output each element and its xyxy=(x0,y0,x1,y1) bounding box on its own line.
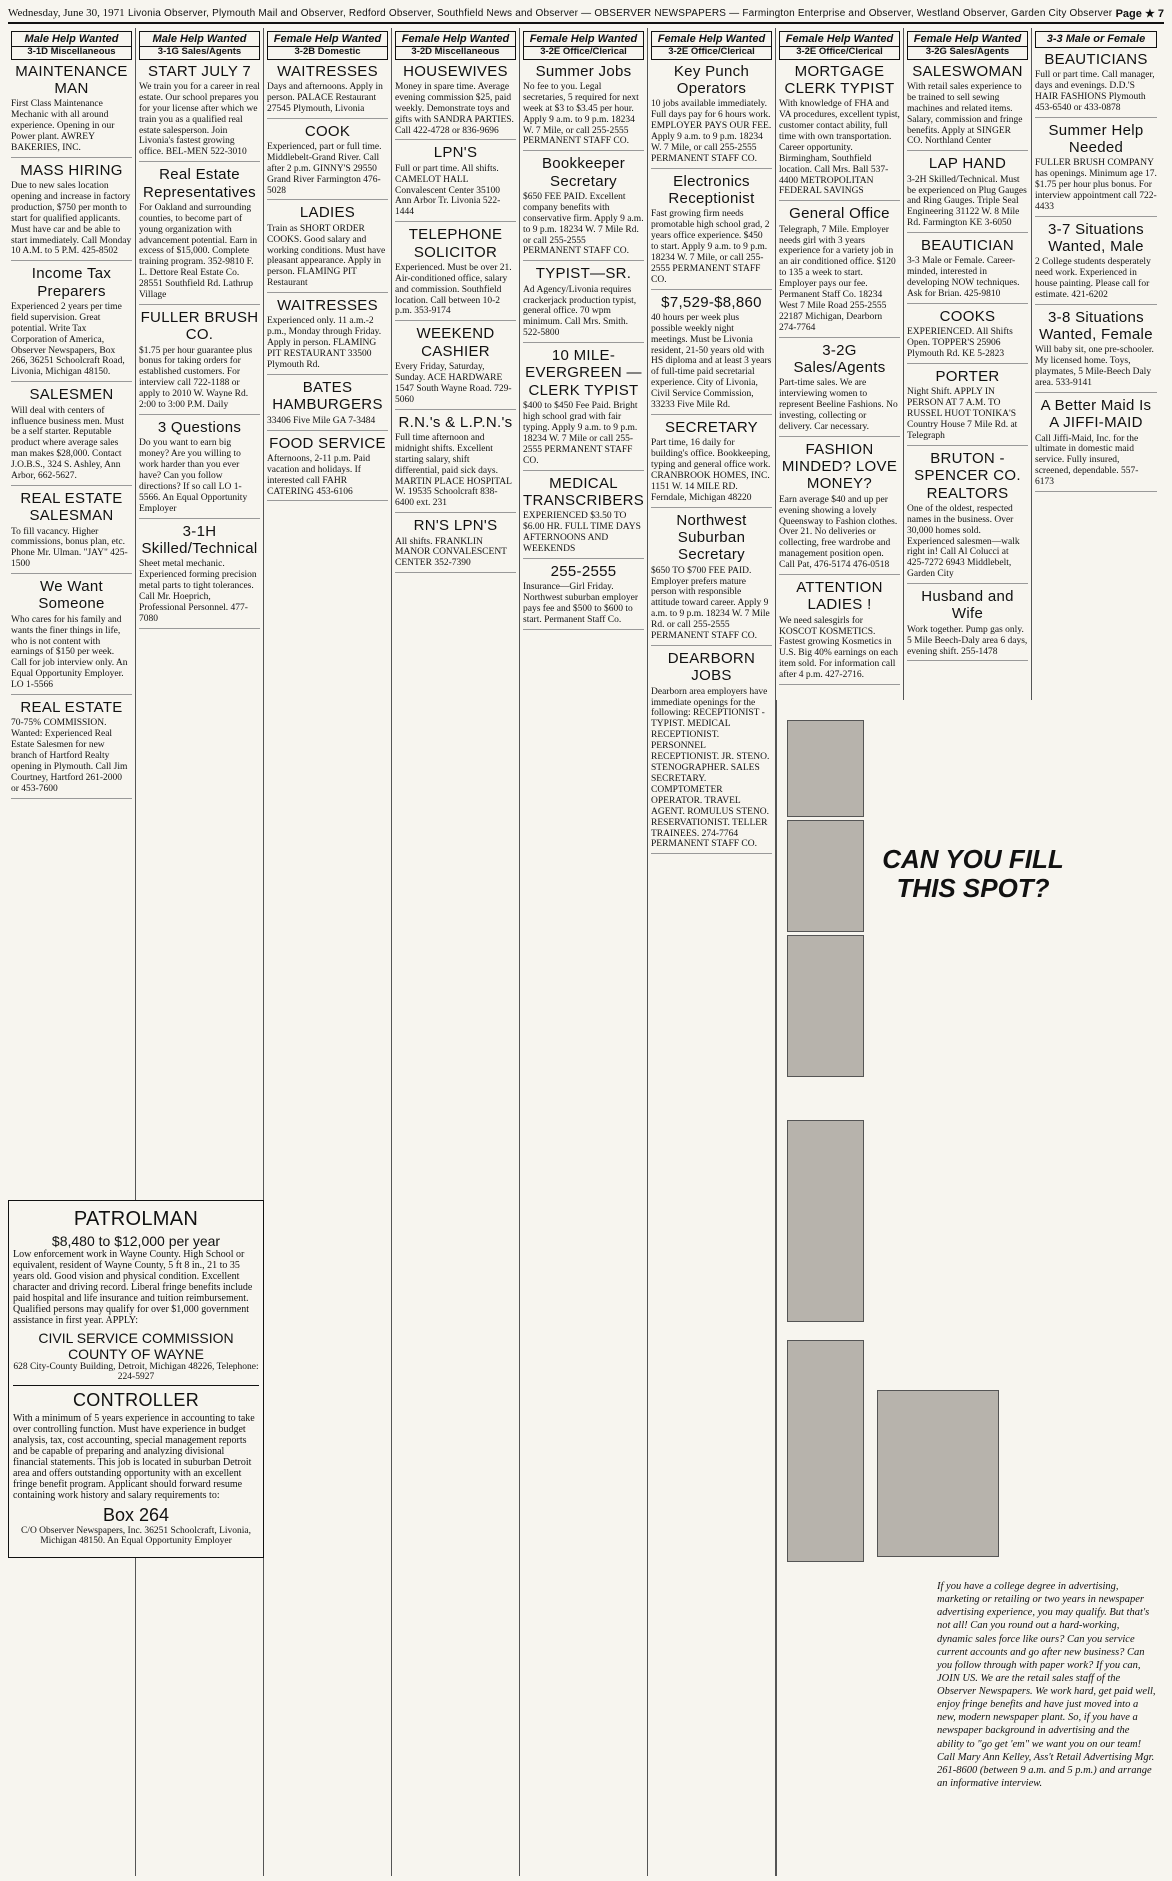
ad-heading: Northwest Suburban Secretary xyxy=(676,511,747,564)
classified-ad xyxy=(11,386,132,486)
classified-ad xyxy=(395,325,516,409)
classified-ad xyxy=(523,63,644,152)
ad-heading: REAL ESTATE SALESMAN xyxy=(20,490,123,525)
ad-heading: MORTGAGE CLERK TYPIST xyxy=(784,62,895,97)
ad-heading: FULLER BRUSH CO. xyxy=(140,309,259,344)
ad-heading: 3-1H Skilled/Technical xyxy=(141,522,258,558)
classified-ad xyxy=(779,63,900,202)
classified-ad xyxy=(651,419,772,508)
ad-heading: LAP HAND xyxy=(928,155,1007,173)
classified-ad xyxy=(139,523,260,629)
classified-ad xyxy=(1035,51,1157,118)
ad-heading: Summer Help Needed xyxy=(1048,121,1144,156)
patrolman-heading: PATROLMAN xyxy=(73,1208,199,1230)
category-subtitle: 3-2G Sales/Agents xyxy=(908,46,1027,58)
publication-title: Livonia Observer, Plymouth Mail and Observer, Redford Observer, Southfield News and Observer — OBSERVER NEWSPAPERS — Farmington Enterprise and Observer, Westland Observer, Garden City Observer xyxy=(127,7,1113,19)
category-header xyxy=(907,31,1028,60)
ad-text: Full or part time. All shifts. CAMELOT HALL Convalescent Center 35100 Ann Arbor Tr. Livonia 522-1444 xyxy=(395,163,501,218)
ad-text: FULLER BRUSH COMPANY has openings. Minimum age 17. $1.75 per hour plus bonus. For interview appointment call 722-4433 xyxy=(1035,158,1157,212)
issue-date: Wednesday, June 30, 1971 xyxy=(8,7,125,19)
ad-text: 10 jobs available immediately. Full days pay for 6 hours work. EMPLOYER PAYS OUR FEE. Apply 9 a.m. to 9 p.m. 18234 W. 7 Mile, or call 255-2555 PERMANENT STAFF CO. xyxy=(651,99,772,164)
ad-heading: TYPIST—SR. xyxy=(535,265,632,283)
ad-text: With knowledge of FHA and VA procedures, excellent typist, customer contact ability, full time with own transportation. Career opportunity. Birmingham, Southfield location. Call Mrs. Ball 537-4400 METROPOLITAN FEDERAL SAVINGS xyxy=(779,99,900,197)
classified-ad xyxy=(523,155,644,261)
photo-woman-laughing xyxy=(877,1390,999,1557)
ad-heading: WAITRESSES xyxy=(277,297,378,315)
ad-heading: DEARBORN JOBS xyxy=(667,650,756,685)
patrolman-salary: $8,480 to $12,000 per year xyxy=(51,1233,221,1249)
photo-man-portrait xyxy=(787,935,864,1077)
ad-heading: 3-7 Situations Wanted, Male xyxy=(1048,220,1144,255)
category-title: Male Help Wanted xyxy=(24,33,119,45)
controller-heading: CONTROLLER xyxy=(72,1390,200,1410)
classified-ad xyxy=(395,144,516,222)
classified-ad xyxy=(523,563,644,630)
ad-text: We train you for a career in real estate. Our school prepares you for your license after which we train you as a qualified real estate salesperson. Join Livonia's fastest growing office. BEL-MEN 522-3010 xyxy=(139,81,260,158)
category-header xyxy=(11,31,132,60)
category-header xyxy=(1035,31,1157,48)
ad-text: For Oakland and surrounding counties, to become part of young organization with advancement potential. Earn in excess of $15,000. Complete training program. 352-9810 F. L. Dettore Real Estate Co. 28551 Southfield Rd. Lathrup Village xyxy=(139,202,258,301)
classified-column xyxy=(264,28,392,1876)
classified-ad xyxy=(267,297,388,375)
ad-heading: HOUSEWIVES xyxy=(403,62,508,80)
classified-ad xyxy=(651,512,772,646)
ad-heading: Key Punch Operators xyxy=(673,62,750,97)
classified-ad xyxy=(907,63,1028,152)
category-header xyxy=(651,31,772,60)
classified-ad xyxy=(139,419,260,519)
patrolman-text: Low enforcement work in Wayne County. High School or equivalent, resident of Wayne County, 5 ft 8 in., 21 to 35 years old. Good vision and physical condition. Excellent character and driving record. Liberal fringe benefits include paid hospital and life insurance and tuition reimbursement. Qualified persons may qualify for over $1,000 government assistance in first year. APPLY: xyxy=(13,1249,253,1326)
ad-text: One of the oldest, respected names in the business. Over 30,000 homes sold. Experienced salesmen—walk right in! Call Al Colucci at 425-7272 6943 Middlebelt, Garden City xyxy=(907,503,1020,580)
classified-column xyxy=(392,28,520,1876)
ad-text: Part time, 16 daily for building's office. Bookkeeping, typing and general office work. CRANBROOK HOMES, INC. 1151 W. 14 MILE RD. Ferndale, Michigan 48220 xyxy=(651,438,771,503)
ad-text: Experienced, part or full time. Middlebelt-Grand River. Call after 2 p.m. GINNY'S 29550 Grand River Farmington 476-5028 xyxy=(267,141,382,196)
classified-ad xyxy=(11,699,132,799)
category-subtitle: 3-1G Sales/Agents xyxy=(140,46,259,58)
ad-text: Work together. Pump gas only. 5 Mile Beech-Daly area 6 days, evening shift. 255-1478 xyxy=(907,624,1028,657)
category-subtitle: 3-2B Domestic xyxy=(268,46,387,58)
photo-woman-smiling xyxy=(787,820,864,932)
ad-text: Due to new sales location opening and increase in factory production, $750 per month to start for qualified applicants. Must have car and be able to start immediately. Call Monday 10 A.M. to 5 P.M. 425-8502 xyxy=(11,180,132,257)
masthead xyxy=(8,4,1164,24)
ad-heading: WAITRESSES xyxy=(277,62,378,80)
ad-text: Every Friday, Saturday, Sunday. ACE HARDWARE 1547 South Wayne Road. 729-5060 xyxy=(395,361,512,405)
classified-ad xyxy=(907,588,1028,661)
category-header xyxy=(779,31,900,60)
ad-text: Full or part time. Call manager, days and evenings. D.D.'S HAIR FASHIONS Plymouth 453-6540 or 433-0878 xyxy=(1035,69,1155,113)
ad-heading: Real Estate Representatives xyxy=(143,166,256,201)
category-title: Female Help Wanted xyxy=(529,33,638,45)
ad-heading: COOK xyxy=(304,122,351,140)
category-header xyxy=(395,31,516,60)
photo-man-glasses xyxy=(787,1120,864,1322)
ad-text: All shifts. FRANKLIN MANOR CONVALESCENT CENTER 352-7390 xyxy=(395,536,507,569)
ad-heading: BEAUTICIANS xyxy=(1044,50,1148,68)
classified-ad xyxy=(523,347,644,470)
classified-ad xyxy=(1035,122,1157,217)
ad-heading: START JULY 7 xyxy=(147,62,252,80)
ad-heading: FOOD SERVICE xyxy=(269,434,386,452)
ad-heading: WEEKEND CASHIER xyxy=(416,325,495,360)
ad-text: Will baby sit, one pre-schooler. My licensed home. Toys, playmates, 5 Mile-Beech Daly area. 533-9141 xyxy=(1035,345,1154,389)
ad-heading: General Office xyxy=(789,205,890,223)
ad-text: 33406 Five Mile GA 7-3484 xyxy=(267,415,376,426)
classified-ad xyxy=(1035,397,1157,492)
category-header xyxy=(267,31,388,60)
ad-text: Experienced 2 years per time field supervision. Great potential. Write Tax Corporation of America, Observer Newspapers, Box 266, 36251 Schoolcraft Road, Livonia, Michigan 48150. xyxy=(11,301,125,378)
classified-ad xyxy=(139,166,260,305)
ad-text: 3-2H Skilled/Technical. Must be experienced on Plug Gauges and Ring Gauges. Triple Seal Engineering 31122 W. 8 Mile Rd. Farmington KE 3-6050 xyxy=(907,174,1027,229)
ad-text: 3-3 Male or Female. Career-minded, interested in developing NOW techniques. Ask for Brian. 425-9810 xyxy=(907,256,1020,300)
ad-text: EXPERIENCED. All Shifts Open. TOPPER'S 25906 Plymouth Rd. KE 5-2823 xyxy=(907,327,1013,360)
ad-text: $650 FEE PAID. Excellent company benefits with conservative firm. Apply 9 a.m. to 9 p.m. 18234 W. 7 Mile Rd. or call 255-2555 PERMANENT STAFF CO. xyxy=(523,191,644,257)
ad-heading: REAL ESTATE xyxy=(20,699,123,717)
ad-text: Call Jiffi-Maid, Inc. for the ultimate in domestic maid service. Fully insured, screened, dependable. 557-6173 xyxy=(1035,433,1139,488)
ad-heading: LPN'S xyxy=(433,144,478,162)
classified-ad xyxy=(651,173,772,290)
classified-ad xyxy=(267,379,388,430)
classified-ad xyxy=(907,368,1028,446)
callout-question: CAN YOU FILL THIS SPOT? xyxy=(882,844,1064,903)
callout-blurb: If you have a college degree in advertising, marketing or retailing or two years in newspaper advertising experience, you may qualify. But that's not all! Can you round out a hard-working, dynamic sales force like ours? Can you service current accounts and go after new business? Can you follow through with paper work? If you can, JOIN US. We are the retail sales staff of the Observer Newspapers. We work hard, get paid well, enjoy fringe benefits and have just moved into a new, modern newspaper plant. So, if you have a newspaper background in advertising and the ability to "go get 'em" we want you on our team! Call Mary Ann Kelley, Ass't Retail Advertising Mgr. 261-8600 (between 9 a.m. and 5 p.m.) and arrange an informative interview. xyxy=(937,1581,1156,1789)
ad-text: To fill vacancy. Higher commissions, bonus plan, etc. Phone Mr. Ulman. "JAY" 425-1500 xyxy=(11,526,128,570)
classified-ad xyxy=(395,226,516,321)
patrolman-ad xyxy=(13,1208,259,1386)
classified-ad xyxy=(907,237,1028,304)
ad-text: Night Shift. APPLY IN PERSON AT 7 A.M. TO RUSSEL HUOT TONIKA'S Country House 7 Mile Rd. at Telegraph xyxy=(907,387,1018,442)
category-title: 3-3 Male or Female xyxy=(1046,33,1146,45)
ad-text: 2 College students desperately need work. Experienced in house painting. Please call for estimate. 421-6202 xyxy=(1035,257,1151,300)
classified-ad xyxy=(139,63,260,163)
ad-heading: TELEPHONE SOLICITOR xyxy=(408,226,503,261)
ad-text: Part-time sales. We are interviewing women to represent Beeline Fashions. No investing, collecting or delivery. Car necessary. xyxy=(779,378,898,433)
classified-ad xyxy=(267,435,388,502)
ad-heading: Husband and Wife xyxy=(921,588,1014,623)
ad-text: Ad Agency/Livonia requires crackerjack production typist, general office. 70 wpm minimum. Call Mrs. Smith. 522-5800 xyxy=(523,284,637,339)
ad-text: Who cares for his family and wants the finer things in life, who is not content with earnings of $150 per week. Call for job interview only. An Equal Opportunity Employer. LO 1-5566 xyxy=(11,614,128,691)
category-subtitle: 3-2E Office/Clerical xyxy=(780,46,899,58)
ad-text: No fee to you. Legal secretaries, 5 required for next week at $3 to $3.45 per hour. Apply 9 a.m. to 9 p.m. 18234 W. 7 Mile, or call 255-2555 PERMANENT STAFF CO. xyxy=(523,81,639,147)
ad-heading: Bookkeeper Secretary xyxy=(541,155,626,190)
classified-column xyxy=(8,28,136,1876)
classified-ad xyxy=(651,63,772,169)
category-title: Female Help Wanted xyxy=(913,33,1022,45)
ad-heading: 10 MILE-EVERGREEN —CLERK TYPIST xyxy=(525,347,642,399)
ad-text: Dearborn area employers have immediate openings for the following: RECEPTIONIST - TYPIST. MEDICAL RECEPTIONIST. PERSONNEL RECEPTIONIST. JR. STENO. STENOGRAPHER. SALES SECRETARY. COMPTOMETER OPERATOR. TRAVEL AGENT. ROMULUS STENO. RESERVATIONIST. TELLER TRAINEES. 274-7764 PERMANENT STAFF CO. xyxy=(651,686,770,850)
ad-text: Insurance—Girl Friday. Northwest suburban employer pays fee and $500 to $600 to start. Permanent Staff Co. xyxy=(523,581,639,625)
ad-text: 40 hours per week plus possible weekly night meetings. Must be Livonia resident, 21-50 years old with HS diploma and at least 3 years of full-time paid secretarial experience. City of Livonia, Civil Service Commission, 33233 Five Mile Rd. xyxy=(651,312,772,411)
controller-box-address: C/O Observer Newspapers, Inc. 36251 Schoolcraft, Livonia, Michigan 48150. An Equal Opportunity Employer xyxy=(20,1526,252,1546)
ad-text: Telegraph, 7 Mile. Employer needs girl with 3 years experience for a variety job in an air conditioned office. $120 to 135 a week to start. Employer pays our fee. Permanent Staff Co. 18234 West 7 Mile Road 255-2555 22187 Michigan, Dearborn 274-7764 xyxy=(779,224,896,333)
ad-text: $400 to $450 Fee Paid. Bright high school grad with fair typing. Apply 9 a.m. to 9 p.m. 18234 W. 7 Mile or call 255-2555 PERMANENT STAFF CO. xyxy=(523,400,638,466)
classified-ad xyxy=(11,490,132,574)
classified-ad xyxy=(1035,309,1157,393)
ad-text: We need salesgirls for KOSCOT KOSMETICS. Fastest growing Kosmetics in U.S. Big 40% earnings on each item sold. For information call after 4 p.m. 427-2716. xyxy=(779,615,898,681)
ad-heading: 3-2G Sales/Agents xyxy=(793,341,886,377)
category-title: Female Help Wanted xyxy=(785,33,894,45)
commission-address: 628 City-County Building, Detroit, Michigan 48226, Telephone: 224-5927 xyxy=(13,1362,259,1382)
ad-text: EXPERIENCED $3.50 TO $6.00 HR. FULL TIME DAYS AFTERNOONS AND WEEKENDS xyxy=(523,511,641,554)
category-header xyxy=(139,31,260,60)
classified-ad xyxy=(139,309,260,415)
ad-text: Full time afternoon and midnight shifts. Excellent starting salary, shift differential, paid sick days. MARTIN PLACE HOSPITAL W. 19535 Schoolcraft 838-6400 ext. 231 xyxy=(395,432,512,509)
category-title: Female Help Wanted xyxy=(401,33,510,45)
classified-ad xyxy=(779,579,900,685)
ad-heading: SALESWOMAN xyxy=(912,62,1023,80)
ad-text: First Class Maintenance Mechanic with all around experience. Opening in our Power plant. AWREY BAKERIES, INC. xyxy=(11,99,115,153)
classified-ad xyxy=(779,342,900,437)
commission-name: CIVIL SERVICE COMMISSION COUNTY OF WAYNE xyxy=(38,1330,234,1362)
photo-man-older xyxy=(787,1340,864,1562)
ad-text: Train as SHORT ORDER COOKS. Good salary and working conditions. Must have pleasant appearance. Apply in person. FLAMING PIT Restaurant xyxy=(267,223,386,289)
ad-heading: A Better Maid Is A JIFFI-MAID xyxy=(1040,397,1152,432)
classified-column xyxy=(136,28,264,1876)
classified-ad xyxy=(395,414,516,514)
classified-ad xyxy=(907,308,1028,364)
ad-text: Experienced. Must be over 21. Air-conditioned office, salary and commission. Southfield location. Call between 10-2 p.m. 353-9174 xyxy=(395,262,512,317)
ad-text: Money in spare time. Average evening commission $25, paid weekly. Demonstrate toys and gifts with SANDRA PARTIES. Call 422-4728 or 836-9696 xyxy=(395,81,514,136)
category-title: Female Help Wanted xyxy=(273,33,382,45)
classified-column xyxy=(520,28,648,1876)
category-subtitle: 3-2E Office/Clerical xyxy=(652,46,771,58)
classified-ad xyxy=(267,63,388,119)
classified-ad xyxy=(11,265,132,382)
ad-heading: We Want Someone xyxy=(38,578,105,613)
category-header xyxy=(523,31,644,60)
ad-heading: SECRETARY xyxy=(664,419,758,437)
category-subtitle: 3-2D Miscellaneous xyxy=(396,46,515,58)
ad-heading: BATES HAMBURGERS xyxy=(272,379,383,414)
classified-ad xyxy=(11,578,132,695)
ad-text: Afternoons, 2-11 p.m. Paid vacation and holidays. If interested call FAHR CATERING 453-6106 xyxy=(267,453,371,497)
ad-heading: BEAUTICIAN xyxy=(920,237,1014,255)
classified-ad xyxy=(523,265,644,343)
ad-heading: FASHION MINDED? LOVE MONEY? xyxy=(781,440,898,493)
classified-ad xyxy=(395,63,516,141)
ad-heading: ATTENTION LADIES ! xyxy=(796,579,883,614)
classified-ad xyxy=(1035,221,1157,305)
ad-text: Fast growing firm needs promotable high school grad, 2 years office experience. $450 to start. Apply 9 a.m. to 9 p.m. 18234 W. 7 Mile, or call 255-2555 PERMANENT STAFF CO. xyxy=(651,209,770,285)
controller-ad xyxy=(13,1390,259,1549)
category-subtitle: 3-2E Office/Clerical xyxy=(524,46,643,58)
ad-heading: SALESMEN xyxy=(29,386,114,404)
ad-text: 70-75% COMMISSION. Wanted: Experienced Real Estate Salesmen for new branch of Hartford Realty opening in Plymouth. Call Jim Courtney, Hartford 261-2000 or 453-7600 xyxy=(11,718,128,794)
ad-text: Do you want to earn big money? Are you willing to work harder than you ever have? Can you follow directions? If so call LO 1-5566. An Equal Opportunity Employer xyxy=(139,438,248,514)
controller-box: Box 264 xyxy=(102,1505,170,1525)
ad-text: Days and afternoons. Apply in person. PALACE Restaurant 27545 Plymouth, Livonia xyxy=(267,81,383,114)
ad-heading: Income Tax Preparers xyxy=(31,265,112,300)
photo-woman-portrait xyxy=(787,720,864,817)
classified-column xyxy=(648,28,776,1876)
ad-text: Will deal with centers of influence business men. Must be a self starter. Reputable product where average sales man makes $28,000. Contact J.O.B.S., 324 S. Ashley, Ann Arbor, 662-5627. xyxy=(11,405,124,482)
ad-heading: LADIES xyxy=(299,204,356,222)
classified-ad xyxy=(651,294,772,416)
ad-heading: Electronics Receptionist xyxy=(668,172,755,207)
ad-heading: RN'S LPN'S xyxy=(413,517,498,535)
ad-heading: BRUTON - SPENCER CO. REALTORS xyxy=(914,450,1021,502)
ad-text: Experienced only. 11 a.m.-2 p.m., Monday through Friday. Apply in person. FLAMING PIT RESTAURANT 33500 Plymouth Rd. xyxy=(267,316,382,371)
page-number: Page ★ 7 xyxy=(1115,7,1164,20)
classified-ad xyxy=(907,450,1028,584)
ad-heading: 255-2555 xyxy=(550,562,617,580)
ad-text: With retail sales experience to be trained to sell sewing machines and related items. Salary, commission and fringe benefits. Apply at SINGER CO. Northland Center xyxy=(907,81,1023,147)
classified-ad xyxy=(651,650,772,854)
classified-ad xyxy=(395,517,516,573)
ad-heading: MEDICAL TRANSCRIBERS xyxy=(523,474,645,509)
ad-heading: 3 Questions xyxy=(157,419,242,437)
controller-text: With a minimum of 5 years experience in accounting to take over controlling function. Must have experience in budget analysis, tax, cost accounting, special management reports and be capable of preparing and analyzing divisional financial statements. This job is located in suburban Detroit area and offers outstanding opportunity with an excellent fringe benefit program. Applicant should forward resume containing work history and salary requirements to: xyxy=(13,1413,255,1501)
advertising-callout xyxy=(776,700,1165,1876)
ad-text: Earn average $40 and up per evening showing a lovely Queensway to Fashion clothes. Over 21. No deliveries or collecting, free wardrobe and management position open. Call Pat, 476-5174 476-0518 xyxy=(779,494,898,571)
ad-heading: R.N.'s & L.P.N.'s xyxy=(398,413,513,431)
ad-heading: MASS HIRING xyxy=(20,161,123,179)
classified-ad xyxy=(267,204,388,293)
ad-text: Sheet metal mechanic. Experienced forming precision metal parts to tight tolerances. Call Mr. Hoeprich, Professional Personnel. 477-7080 xyxy=(139,559,257,624)
classified-ad xyxy=(11,162,132,262)
category-title: Male Help Wanted xyxy=(152,33,247,45)
classified-ad xyxy=(267,123,388,201)
ad-heading: MAINTENANCE MAN xyxy=(15,62,128,97)
classified-ad xyxy=(779,205,900,337)
ad-text: $1.75 per hour guarantee plus bonus for taking orders for established customers. For interview call 722-1188 or apply to 2010 W. Wayne Rd. 2:00 to 3:00 P.M. Daily xyxy=(139,345,253,411)
ad-heading: $7,529-$8,860 xyxy=(661,293,762,311)
classified-ad xyxy=(907,155,1028,233)
bottom-ads-block xyxy=(8,1200,264,1558)
classified-ad xyxy=(11,63,132,158)
ad-heading: 3-8 Situations Wanted, Female xyxy=(1039,308,1153,344)
category-subtitle: 3-1D Miscellaneous xyxy=(12,46,131,58)
ad-heading: COOKS xyxy=(939,308,996,326)
ad-heading: PORTER xyxy=(935,368,1000,386)
category-title: Female Help Wanted xyxy=(657,33,766,45)
ad-text: $650 TO $700 FEE PAID. Employer prefers mature person with responsible attitude toward career. Apply 9 a.m. to 9 p.m. 18234 W. 7 Mile Rd. or call 255-2555 PERMANENT STAFF CO. xyxy=(651,565,770,642)
classified-ad xyxy=(779,441,900,575)
ad-heading: Summer Jobs xyxy=(535,62,632,80)
classified-ad xyxy=(523,475,644,559)
